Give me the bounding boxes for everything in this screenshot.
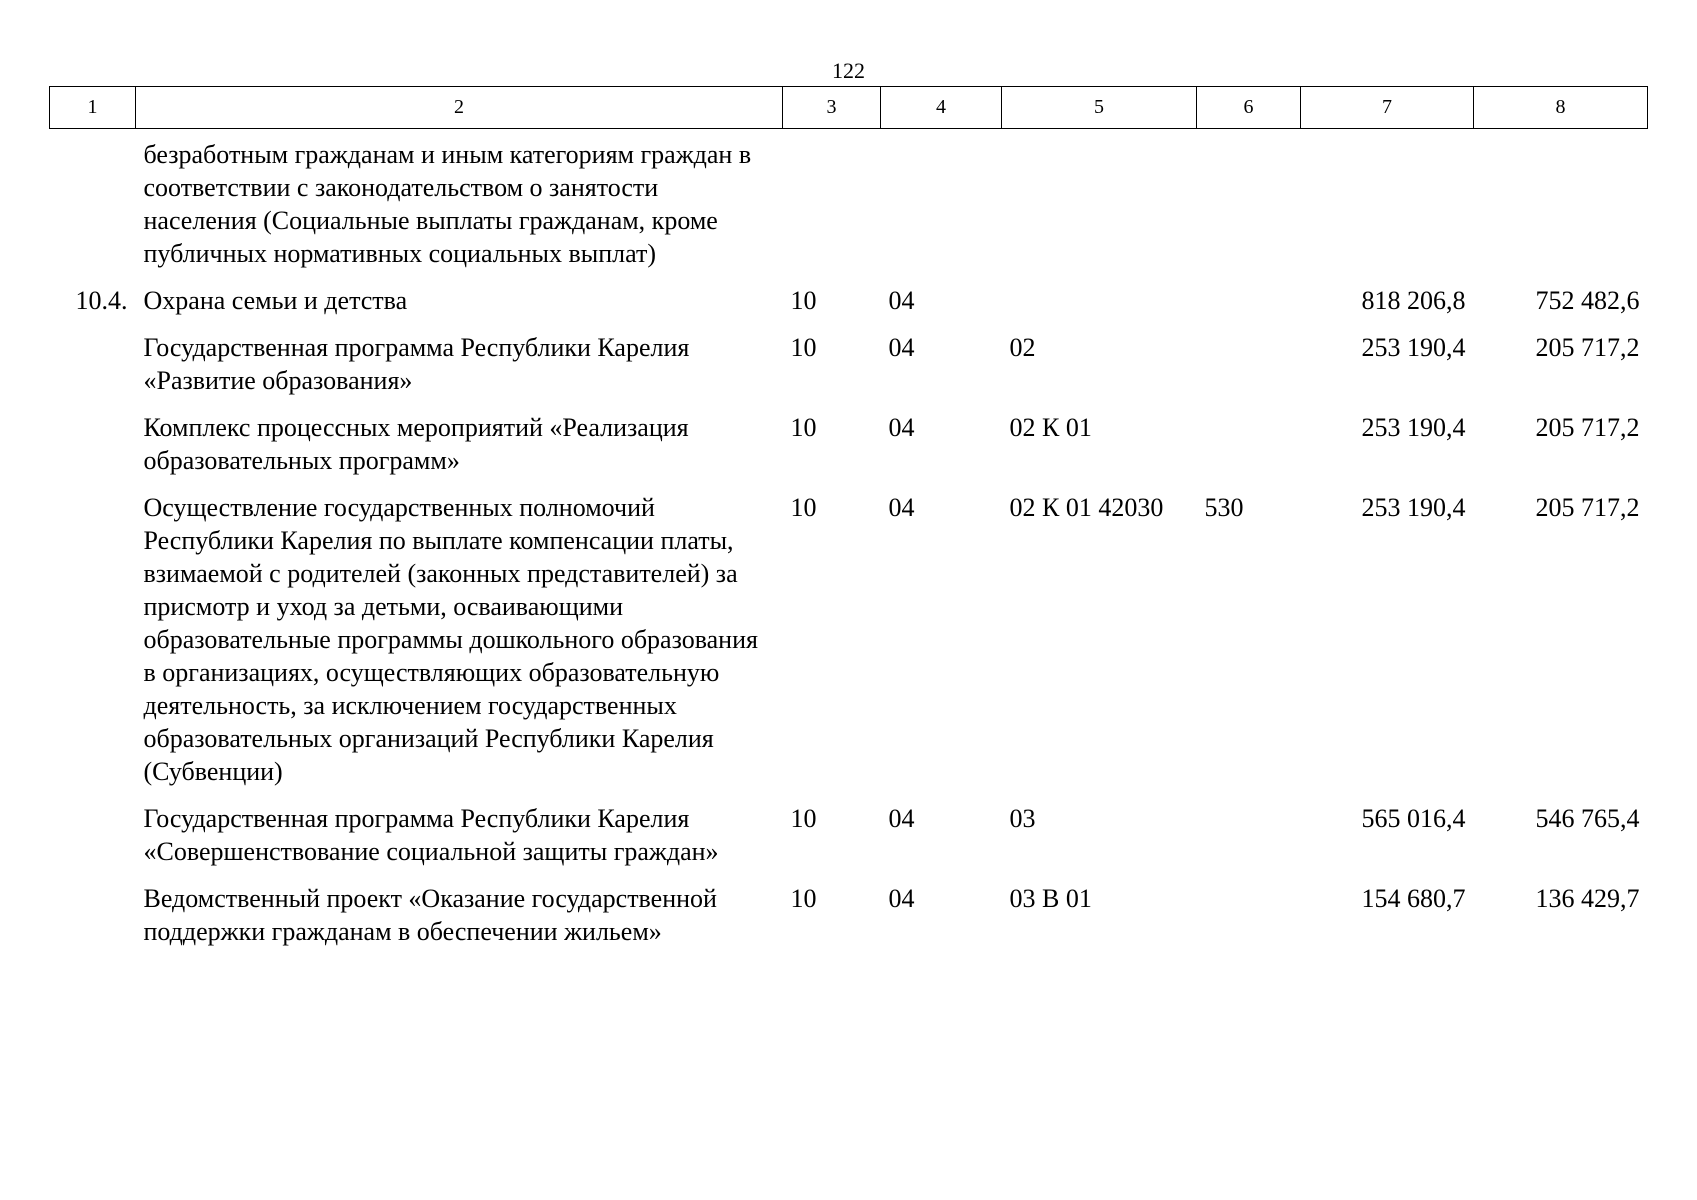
row-target-article: 03 bbox=[1009, 804, 1036, 833]
row-expense-type bbox=[1197, 331, 1301, 411]
row-subsection: 04 bbox=[888, 804, 915, 833]
row-target-article: 02 К 01 bbox=[1009, 413, 1092, 442]
column-number-8: 8 bbox=[1474, 87, 1648, 129]
row-target-article bbox=[1002, 129, 1197, 285]
row-section: 10 bbox=[790, 333, 817, 362]
row-sum-col7: 565 016,4 bbox=[1361, 804, 1466, 833]
table-header bbox=[50, 87, 1648, 129]
row-name: Государственная программа Республики Карелия «Развитие образования» bbox=[143, 333, 690, 395]
row-number bbox=[50, 411, 136, 491]
row-sum-col7: 154 680,7 bbox=[1361, 884, 1466, 913]
row-expense-type bbox=[1197, 802, 1301, 882]
row-section: 10 bbox=[790, 804, 817, 833]
row-sum-col7 bbox=[1301, 129, 1474, 285]
row-sum-col8: 205 717,2 bbox=[1535, 493, 1640, 522]
row-section bbox=[783, 129, 881, 285]
column-number-1: 1 bbox=[50, 87, 136, 129]
row-name: Комплекс процессных мероприятий «Реализация образовательных программ» bbox=[143, 413, 689, 475]
column-number-3: 3 bbox=[783, 87, 881, 129]
row-name: безработным гражданам и иным категориям граждан в соответствии с законодательством о занятости населения (Социальные выплаты гражданам, кроме публичных нормативных социальных выплат) bbox=[143, 140, 752, 268]
table-row bbox=[50, 284, 1648, 331]
row-sum-col8: 546 765,4 bbox=[1535, 804, 1640, 833]
row-subsection: 04 bbox=[888, 493, 915, 522]
row-sum-col8 bbox=[1474, 129, 1648, 285]
row-sum-col7: 253 190,4 bbox=[1361, 333, 1466, 362]
row-sum-col7: 253 190,4 bbox=[1361, 413, 1466, 442]
row-sum-col7: 818 206,8 bbox=[1361, 286, 1466, 315]
row-name: Осуществление государственных полномочий Республики Карелия по выплате компенсации платы, взимаемой с родителей (законных представителей) за присмотр и уход за детьми, осваивающими образовательные программы дошкольного образования в организациях, осуществляющих образовательную деятельность, за исключением государственных образовательных организаций Республики Карелия (Субвенции) bbox=[143, 493, 758, 786]
page-number: 122 bbox=[832, 58, 865, 83]
row-section: 10 bbox=[790, 493, 817, 522]
budget-table bbox=[49, 86, 1648, 962]
row-sum-col7: 253 190,4 bbox=[1361, 493, 1466, 522]
row-expense-type bbox=[1197, 129, 1301, 285]
row-number bbox=[50, 331, 136, 411]
row-sum-col8: 136 429,7 bbox=[1535, 884, 1640, 913]
table-row bbox=[50, 331, 1648, 411]
table-row bbox=[50, 129, 1648, 285]
row-number bbox=[50, 129, 136, 285]
column-number-4: 4 bbox=[881, 87, 1002, 129]
row-subsection: 04 bbox=[888, 884, 915, 913]
row-number bbox=[50, 802, 136, 882]
row-target-article: 02 К 01 42030 bbox=[1009, 493, 1164, 522]
column-numbers-row bbox=[50, 87, 1648, 129]
table-row bbox=[50, 411, 1648, 491]
table-body bbox=[50, 129, 1648, 963]
row-section: 10 bbox=[790, 884, 817, 913]
column-number-7: 7 bbox=[1301, 87, 1474, 129]
row-target-article: 02 bbox=[1009, 333, 1036, 362]
row-number bbox=[50, 491, 136, 802]
row-target-article bbox=[1002, 284, 1197, 331]
row-section: 10 bbox=[790, 286, 817, 315]
row-target-article: 03 В 01 bbox=[1009, 884, 1092, 913]
row-expense-type bbox=[1197, 882, 1301, 962]
table-row bbox=[50, 491, 1648, 802]
row-subsection bbox=[881, 129, 1002, 285]
row-expense-type: 530 bbox=[1204, 493, 1244, 522]
row-name: Охрана семьи и детства bbox=[143, 286, 408, 315]
column-number-2: 2 bbox=[136, 87, 783, 129]
row-subsection: 04 bbox=[888, 413, 915, 442]
row-sum-col8: 205 717,2 bbox=[1535, 413, 1640, 442]
table-row bbox=[50, 802, 1648, 882]
row-subsection: 04 bbox=[888, 333, 915, 362]
row-number bbox=[50, 882, 136, 962]
row-subsection: 04 bbox=[888, 286, 915, 315]
row-sum-col8: 752 482,6 bbox=[1535, 286, 1640, 315]
row-section: 10 bbox=[790, 413, 817, 442]
row-expense-type bbox=[1197, 284, 1301, 331]
column-number-5: 5 bbox=[1002, 87, 1197, 129]
row-expense-type bbox=[1197, 411, 1301, 491]
row-name: Государственная программа Республики Карелия «Совершенствование социальной защиты граждан» bbox=[143, 804, 719, 866]
row-sum-col8: 205 717,2 bbox=[1535, 333, 1640, 362]
table-row bbox=[50, 882, 1648, 962]
column-number-6: 6 bbox=[1197, 87, 1301, 129]
row-number: 10.4. bbox=[75, 286, 128, 315]
row-name: Ведомственный проект «Оказание государственной поддержки гражданам в обеспечении жильем» bbox=[143, 884, 717, 946]
